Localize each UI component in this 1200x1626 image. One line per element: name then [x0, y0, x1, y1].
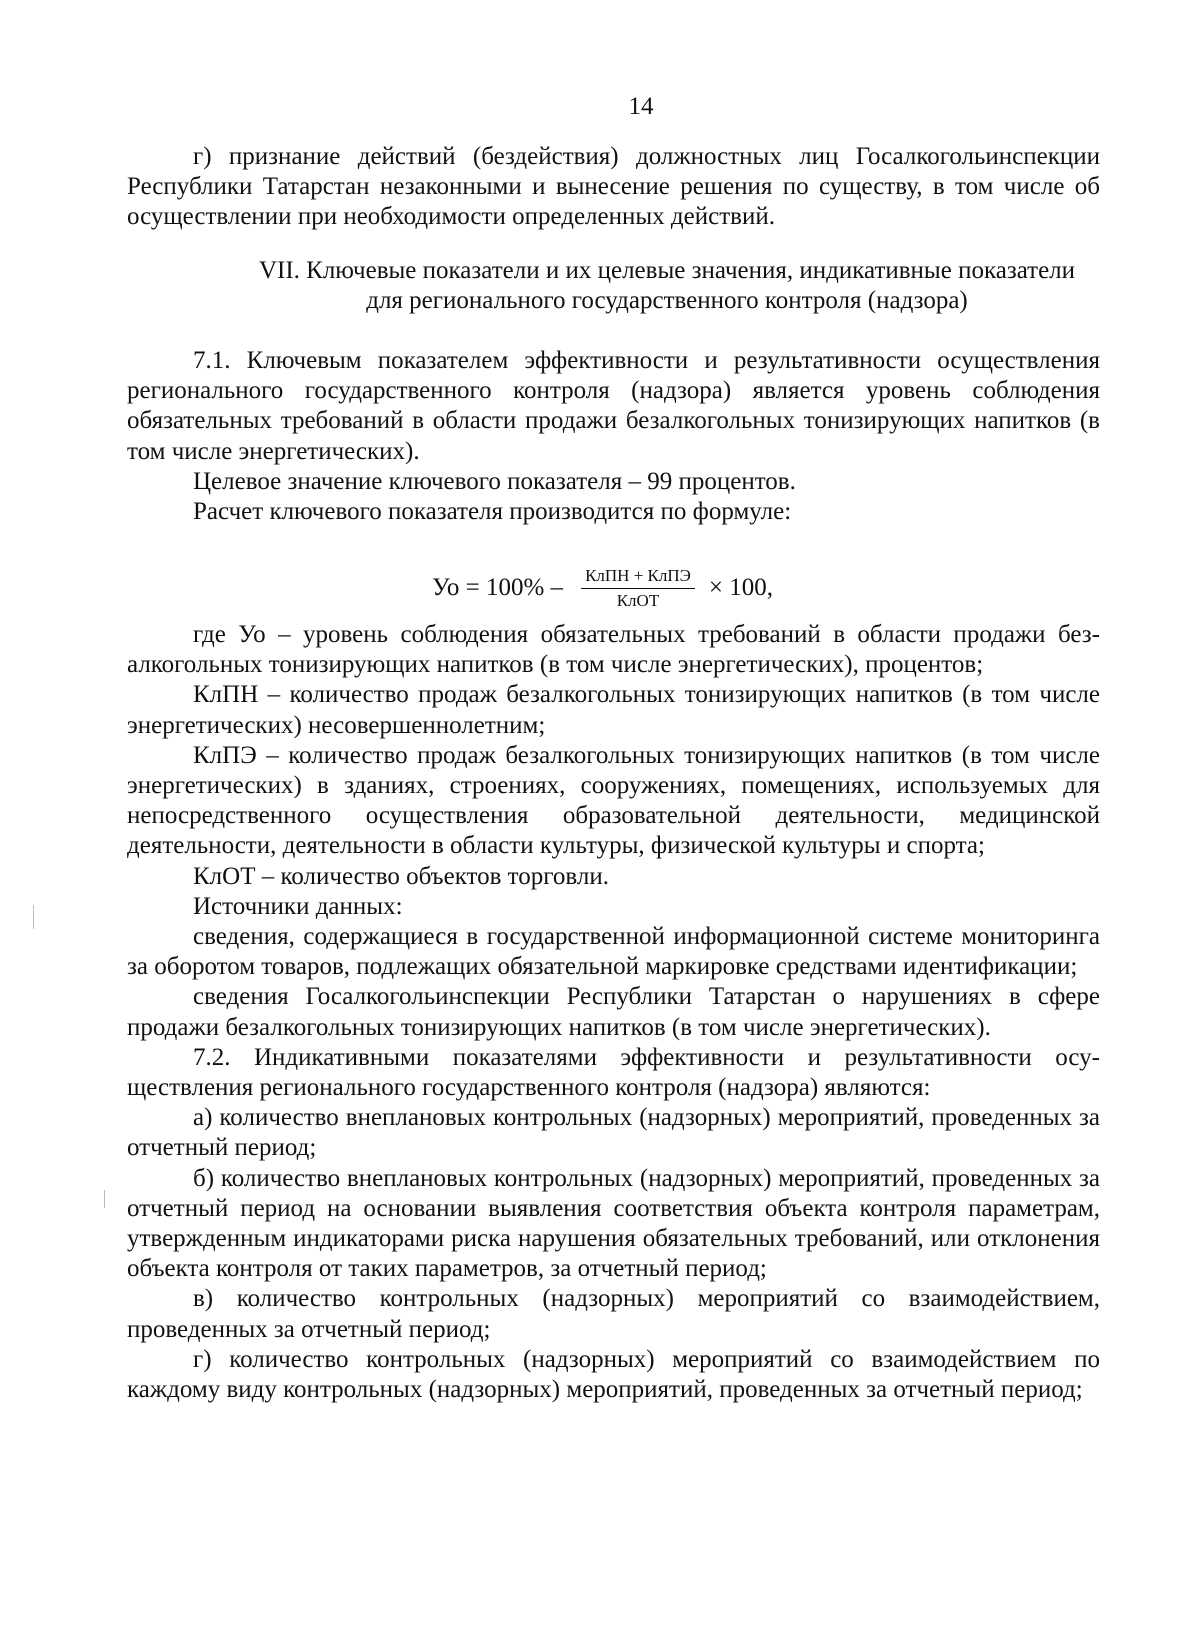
formula-numerator: КлПН + КлПЭ	[581, 566, 695, 589]
data-source-2: сведения Госалкогольинспекции Республики Татарстан о нарушениях в сфере продажи безалкогольных тонизирующих напитков (в том числе энергетических).	[127, 983, 1100, 1041]
definition-klpn: КлПН – количество продаж безалкогольных тонизирующих напитков (в том числе энергетических) несовершеннолетним;	[127, 681, 1100, 739]
section-71-paragraph: 7.1. Ключевым показателем эффективности и результативности осуществления регионального государственного контроля (надзора) является уровень соблюдения обязательных требований в области продажи безалкогольных тонизирующих напитков (в том числе энергетических).	[127, 347, 1100, 465]
definitions-block	[127, 620, 1100, 1405]
target-value-paragraph: Целевое значение ключевого показателя – 99 процентов.	[193, 467, 796, 495]
formula	[432, 558, 773, 618]
intro-paragraph: г) признание действий (бездействия) должностных лиц Госалкогольинспекции Республики Татарстан незаконными и вынесение решения по существу, в том числе об осуществлении при необходимости определенных действий.	[127, 143, 1100, 231]
data-source-1: сведения, содержащиеся в государственной информационной системе мониторинга за оборотом товаров, подлежащих обязательной маркировке средствами идентификации;	[127, 923, 1100, 981]
intro-block	[127, 142, 1100, 233]
definition-klot: КлОТ – количество объектов торговли.	[193, 862, 609, 890]
indicator-a: а) количество внеплановых контрольных (надзорных) мероприятий, проведенных за отчетный период;	[127, 1104, 1100, 1162]
section-heading-line-2: для регионального государственного контроля (надзора)	[366, 287, 968, 315]
definition-klpe: КлПЭ – количество продаж безалкогольных тонизирующих напитков (в том числе энергетических) в зданиях, строениях, сооружениях, помещениях, используемых для непосредственного осуществления образовательной деятельности, медицинской деятельности, деятельности в области культуры, физической культуры и спорта;	[127, 741, 1100, 860]
data-sources-label: Источники данных:	[193, 892, 403, 920]
section-71-block	[127, 346, 1100, 527]
definition-uo: где Уо – уровень соблюдения обязательных требований в области продажи безалкогольных тонизирующих напитков (в том числе энергетических), процентов;	[127, 621, 1100, 679]
indicator-b: б) количество внеплановых контрольных (надзорных) мероприятий, проведенных за отчетный период на основании выявления соответствия объекта контроля параметрам, утвержденным индикаторами риска нарушения обязательных требований, или отклонения объекта контроля от таких параметров, за отчетный период;	[127, 1164, 1100, 1283]
formula-intro-paragraph: Расчет ключевого показателя производится по формуле:	[193, 498, 792, 526]
formula-rhs: × 100,	[708, 573, 773, 601]
formula-lhs: Уо = 100% –	[432, 573, 564, 601]
section-72-paragraph: 7.2. Индикативными показателями эффективности и результативности осуществления регионального государственного контроля (надзора) являются:	[127, 1043, 1100, 1102]
section-heading-line-1: VII. Ключевые показатели и их целевые значения, индикативные показатели	[258, 257, 1076, 284]
section-heading	[127, 256, 1200, 316]
page-number: 14	[628, 93, 654, 120]
indicator-g: г) количество контрольных (надзорных) мероприятий со взаимодействием по каждому виду контрольных (надзорных) мероприятий, проведенных за отчетный период;	[127, 1345, 1100, 1404]
formula-fraction	[581, 566, 695, 611]
scan-artifact	[104, 1190, 105, 1208]
formula-denominator: КлОТ	[616, 590, 660, 610]
indicator-v: в) количество контрольных (надзорных) мероприятий со взаимодействием, проведенных за отчетный период;	[127, 1285, 1100, 1343]
scan-artifact	[33, 905, 34, 929]
